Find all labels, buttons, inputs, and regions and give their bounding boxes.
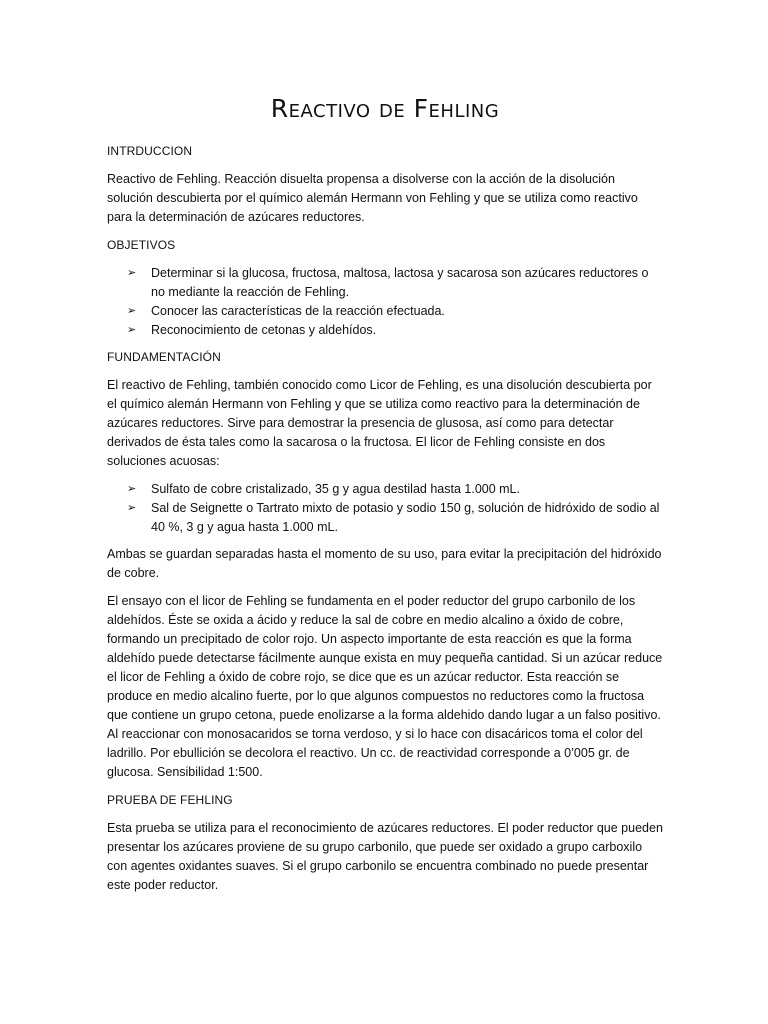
arrow-bullet-icon: ➢: [127, 324, 137, 336]
arrow-bullet-icon: ➢: [127, 267, 137, 279]
fundamentacion-list: [107, 480, 663, 537]
fundamentacion-paragraph-3: El ensayo con el licor de Fehling se fundamenta en el poder reductor del grupo carbonilo de los aldehídos. Éste se oxida a ácido y reduce la sal de cobre en medio alcalino a óxido de cobre, formando un precipitado de color rojo. Un aspecto importante de esta reacción es que la forma aldehído puede detectarse fácilmente aunque exista en muy pequeña cantidad. Si un azúcar reduce el licor de Fehling a óxido de cobre rojo, se dice que es un azúcar reductor. Esta reacción se produce en medio alcalino fuerte, por lo que algunos compuestos no reductores como la fructosa que contiene un grupo cetona, puede enolizarse a la forma aldehido dando lugar a un falso positivo. Al reaccionar con monosacaridos se torna verdoso, y si lo hace con disacáricos toma el color del ladrillo. Por ebullición se decolora el reactivo. Un cc. de reactividad corresponde a 0’005 gr. de glucosa. Sensibilidad 1:500.: [107, 594, 663, 779]
list-item: [107, 499, 663, 537]
list-item: [107, 321, 663, 340]
prueba-paragraph: Esta prueba se utiliza para el reconocimiento de azúcares reductores. El poder reductor que pueden presentar los azúcares proviene de su grupo carbonilo, que puede ser oxidado a grupo carboxilo con agentes oxidantes suaves. Si el grupo carbonilo se encuentra combinado no puede presentar este poder reductor.: [107, 821, 663, 892]
list-item: [107, 302, 663, 321]
document-title: Reactivo de Fehling: [270, 94, 500, 123]
arrow-bullet-icon: ➢: [127, 502, 137, 514]
list-item-text: Sulfato de cobre cristalizado, 35 g y agua destilad hasta 1.000 mL.: [151, 482, 520, 496]
intro-paragraph: Reactivo de Fehling. Reacción disuelta propensa a disolverse con la acción de la disolución solución descubierta por el químico alemán Hermann von Fehling y que se utiliza como reactivo para la determinación de azúcares reductores.: [107, 172, 638, 224]
objetivos-list: [107, 264, 663, 340]
list-item-text: Sal de Seignette o Tartrato mixto de potasio y sodio 150 g, solución de hidróxido de sodio al 40 %, 3 g y agua hasta 1.000 mL.: [151, 501, 660, 534]
list-item-text: Determinar si la glucosa, fructosa, maltosa, lactosa y sacarosa son azúcares reductores o no mediante la reacción de Fehling.: [151, 266, 649, 299]
intro-heading: INTRDUCCION: [107, 144, 193, 158]
fundamentacion-paragraph-2: Ambas se guardan separadas hasta el momento de su uso, para evitar la precipitación del hidróxido de cobre.: [107, 547, 662, 580]
fundamentacion-paragraph-1: El reactivo de Fehling, también conocido como Licor de Fehling, es una disolución descubierta por el químico alemán Hermann von Fehling y que se utiliza como reactivo para la determinación de azúcares reductores. Sirve para demostrar la presencia de glusosa, así como para detectar derivados de ésta tales como la sacarosa o la fructosa. El licor de Fehling consiste en dos soluciones acuosas:: [107, 378, 652, 468]
fundamentacion-heading: FUNDAMENTACIÓN: [107, 350, 221, 364]
list-item: [107, 264, 663, 302]
objetivos-heading: OBJETIVOS: [107, 238, 176, 252]
list-item-text: Conocer las características de la reacción efectuada.: [151, 304, 445, 318]
list-item: [107, 480, 663, 499]
list-item-text: Reconocimiento de cetonas y aldehídos.: [151, 323, 377, 337]
prueba-heading: PRUEBA DE FEHLING: [107, 793, 233, 807]
document-page: [107, 92, 663, 904]
arrow-bullet-icon: ➢: [127, 305, 137, 317]
arrow-bullet-icon: ➢: [127, 483, 137, 495]
